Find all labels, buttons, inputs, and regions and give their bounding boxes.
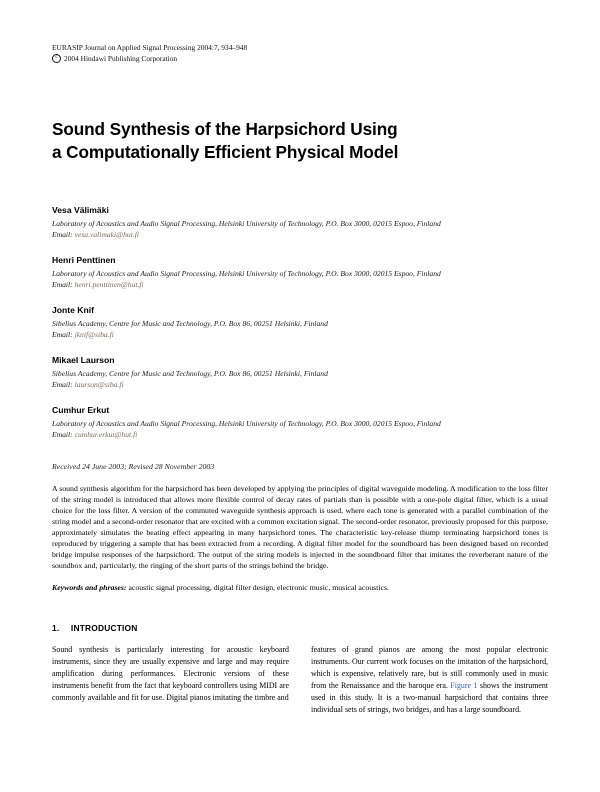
author-email	[52, 229, 548, 240]
author-email	[52, 379, 548, 390]
email-label: Email:	[52, 279, 73, 289]
email-address[interactable]: laurson@siba.fi	[74, 379, 124, 389]
author-email	[52, 429, 548, 440]
section-heading	[52, 623, 548, 633]
body-column-right	[311, 644, 548, 715]
author-name: Henri Penttinen	[52, 254, 116, 265]
section-number: 1.	[52, 623, 60, 634]
email-label: Email:	[52, 379, 73, 389]
author-entry	[52, 405, 548, 440]
author-affiliation: Laboratory of Acoustics and Audio Signal Processing, Helsinki University of Technology, P.O. Box 3000, 02015 Espoo, Finland	[52, 418, 441, 428]
keywords	[52, 582, 548, 593]
author-email	[52, 279, 548, 290]
copyright-text: 2004 Hindawi Publishing Corporation	[64, 54, 178, 64]
email-address[interactable]: jknif@siba.fi	[74, 329, 114, 339]
author-entry	[52, 355, 548, 390]
section-title: INTRODUCTION	[70, 623, 138, 634]
keywords-text: acoustic signal processing, digital filter design, electronic music, musical acoustics.	[128, 583, 389, 593]
body-column-left	[52, 644, 289, 715]
author-entry	[52, 205, 548, 240]
author-affiliation: Laboratory of Acoustics and Audio Signal Processing, Helsinki University of Technology, P.O. Box 3000, 02015 Espoo, Finland	[52, 218, 441, 228]
author-name: Cumhur Erkut	[52, 404, 110, 415]
journal-citation-line: EURASIP Journal on Applied Signal Processing 2004:7, 934–948	[52, 43, 248, 52]
email-address[interactable]: cumhur.erkut@hut.fi	[74, 429, 138, 439]
email-label: Email:	[52, 229, 73, 239]
paragraph-part-2: shows the instrument used in this study. It is a two-manual harpsichord that contains three individual sets of strings, two bridges, and has a large soundboard.	[311, 680, 548, 714]
email-address[interactable]: vesa.valimaki@hut.fi	[74, 229, 139, 239]
author-name: Jonte Knif	[52, 304, 95, 315]
paragraph-part-1: features of grand pianos are among the most popular electronic instruments. Our current work focuses on the imitation of the harpsichord, which is expensive, relatively rare, but is still commonly used in music from the Renaissance and the baroque era.	[311, 645, 548, 690]
paragraph: Sound synthesis is particularly interesting for acoustic keyboard instruments, since they are usually expensive and large and may require amplification during performances. Electronic versions of these instruments benefit from the fact that keyboard controllers using MIDI are commonly available and fit for use. Digital pianos imitating the timbre and	[52, 645, 289, 702]
keywords-label: Keywords and phrases:	[52, 583, 127, 593]
author-email	[52, 329, 548, 340]
author-entry	[52, 305, 548, 340]
author-affiliation: Laboratory of Acoustics and Audio Signal Processing, Helsinki University of Technology, P.O. Box 3000, 02015 Espoo, Finland	[52, 268, 441, 278]
journal-header	[52, 42, 548, 64]
author-affiliation: Sibelius Academy, Centre for Music and Technology, P.O. Box 86, 00251 Helsinki, Finland	[52, 318, 328, 328]
email-address[interactable]: henri.penttinen@hut.fi	[74, 279, 144, 289]
email-label: Email:	[52, 329, 73, 339]
author-entry	[52, 255, 548, 290]
author-list	[52, 205, 548, 440]
paragraph	[311, 644, 548, 715]
author-affiliation: Sibelius Academy, Centre for Music and Technology, P.O. Box 86, 00251 Helsinki, Finland	[52, 368, 328, 378]
author-name: Vesa Välimäki	[52, 204, 109, 215]
received-date: Received 24 June 2003; Revised 28 November 2003	[52, 461, 215, 471]
abstract-text: A sound synthesis algorithm for the harpsichord has been developed by applying the principles of digital waveguide modeling. A modification to the loss filter of the string model is introduced that allows more flexible control of decay rates of partials than is possible with a one-pole digital filter, which is a usual choice for the loss filter. A version of the commuted waveguide synthesis approach is used, where each tone is generated with a parallel combination of the string model and a second-order resonator that are excited with a common excitation signal. The second-order resonator, previously proposed for this purpose, approximately simulates the beating effect appearing in many harpsichord tones. The characteristic key-release thump terminating harpsichord tones is reproduced by triggering a sample that has been extracted from a recording. A digital filter model for the soundboard has been designed based on recorded bridge impulse responses of the harpsichord. The output of the string models is injected in the soundboard filter that imitates the reverberant nature of the soundbox and, particularly, the ringing of the short parts of the strings behind the bridge.	[52, 483, 548, 571]
copyright-line	[52, 53, 548, 64]
page-title	[52, 118, 548, 164]
body-columns	[52, 644, 548, 715]
copyright-icon: c	[52, 54, 61, 63]
figure-reference-link[interactable]: Figure 1	[450, 680, 478, 690]
title-line-2: a Computationally Efficient Physical Model	[52, 142, 399, 163]
title-line-1: Sound Synthesis of the Harpsichord Using	[52, 119, 398, 140]
email-label: Email:	[52, 429, 73, 439]
author-name: Mikael Laurson	[52, 354, 115, 365]
